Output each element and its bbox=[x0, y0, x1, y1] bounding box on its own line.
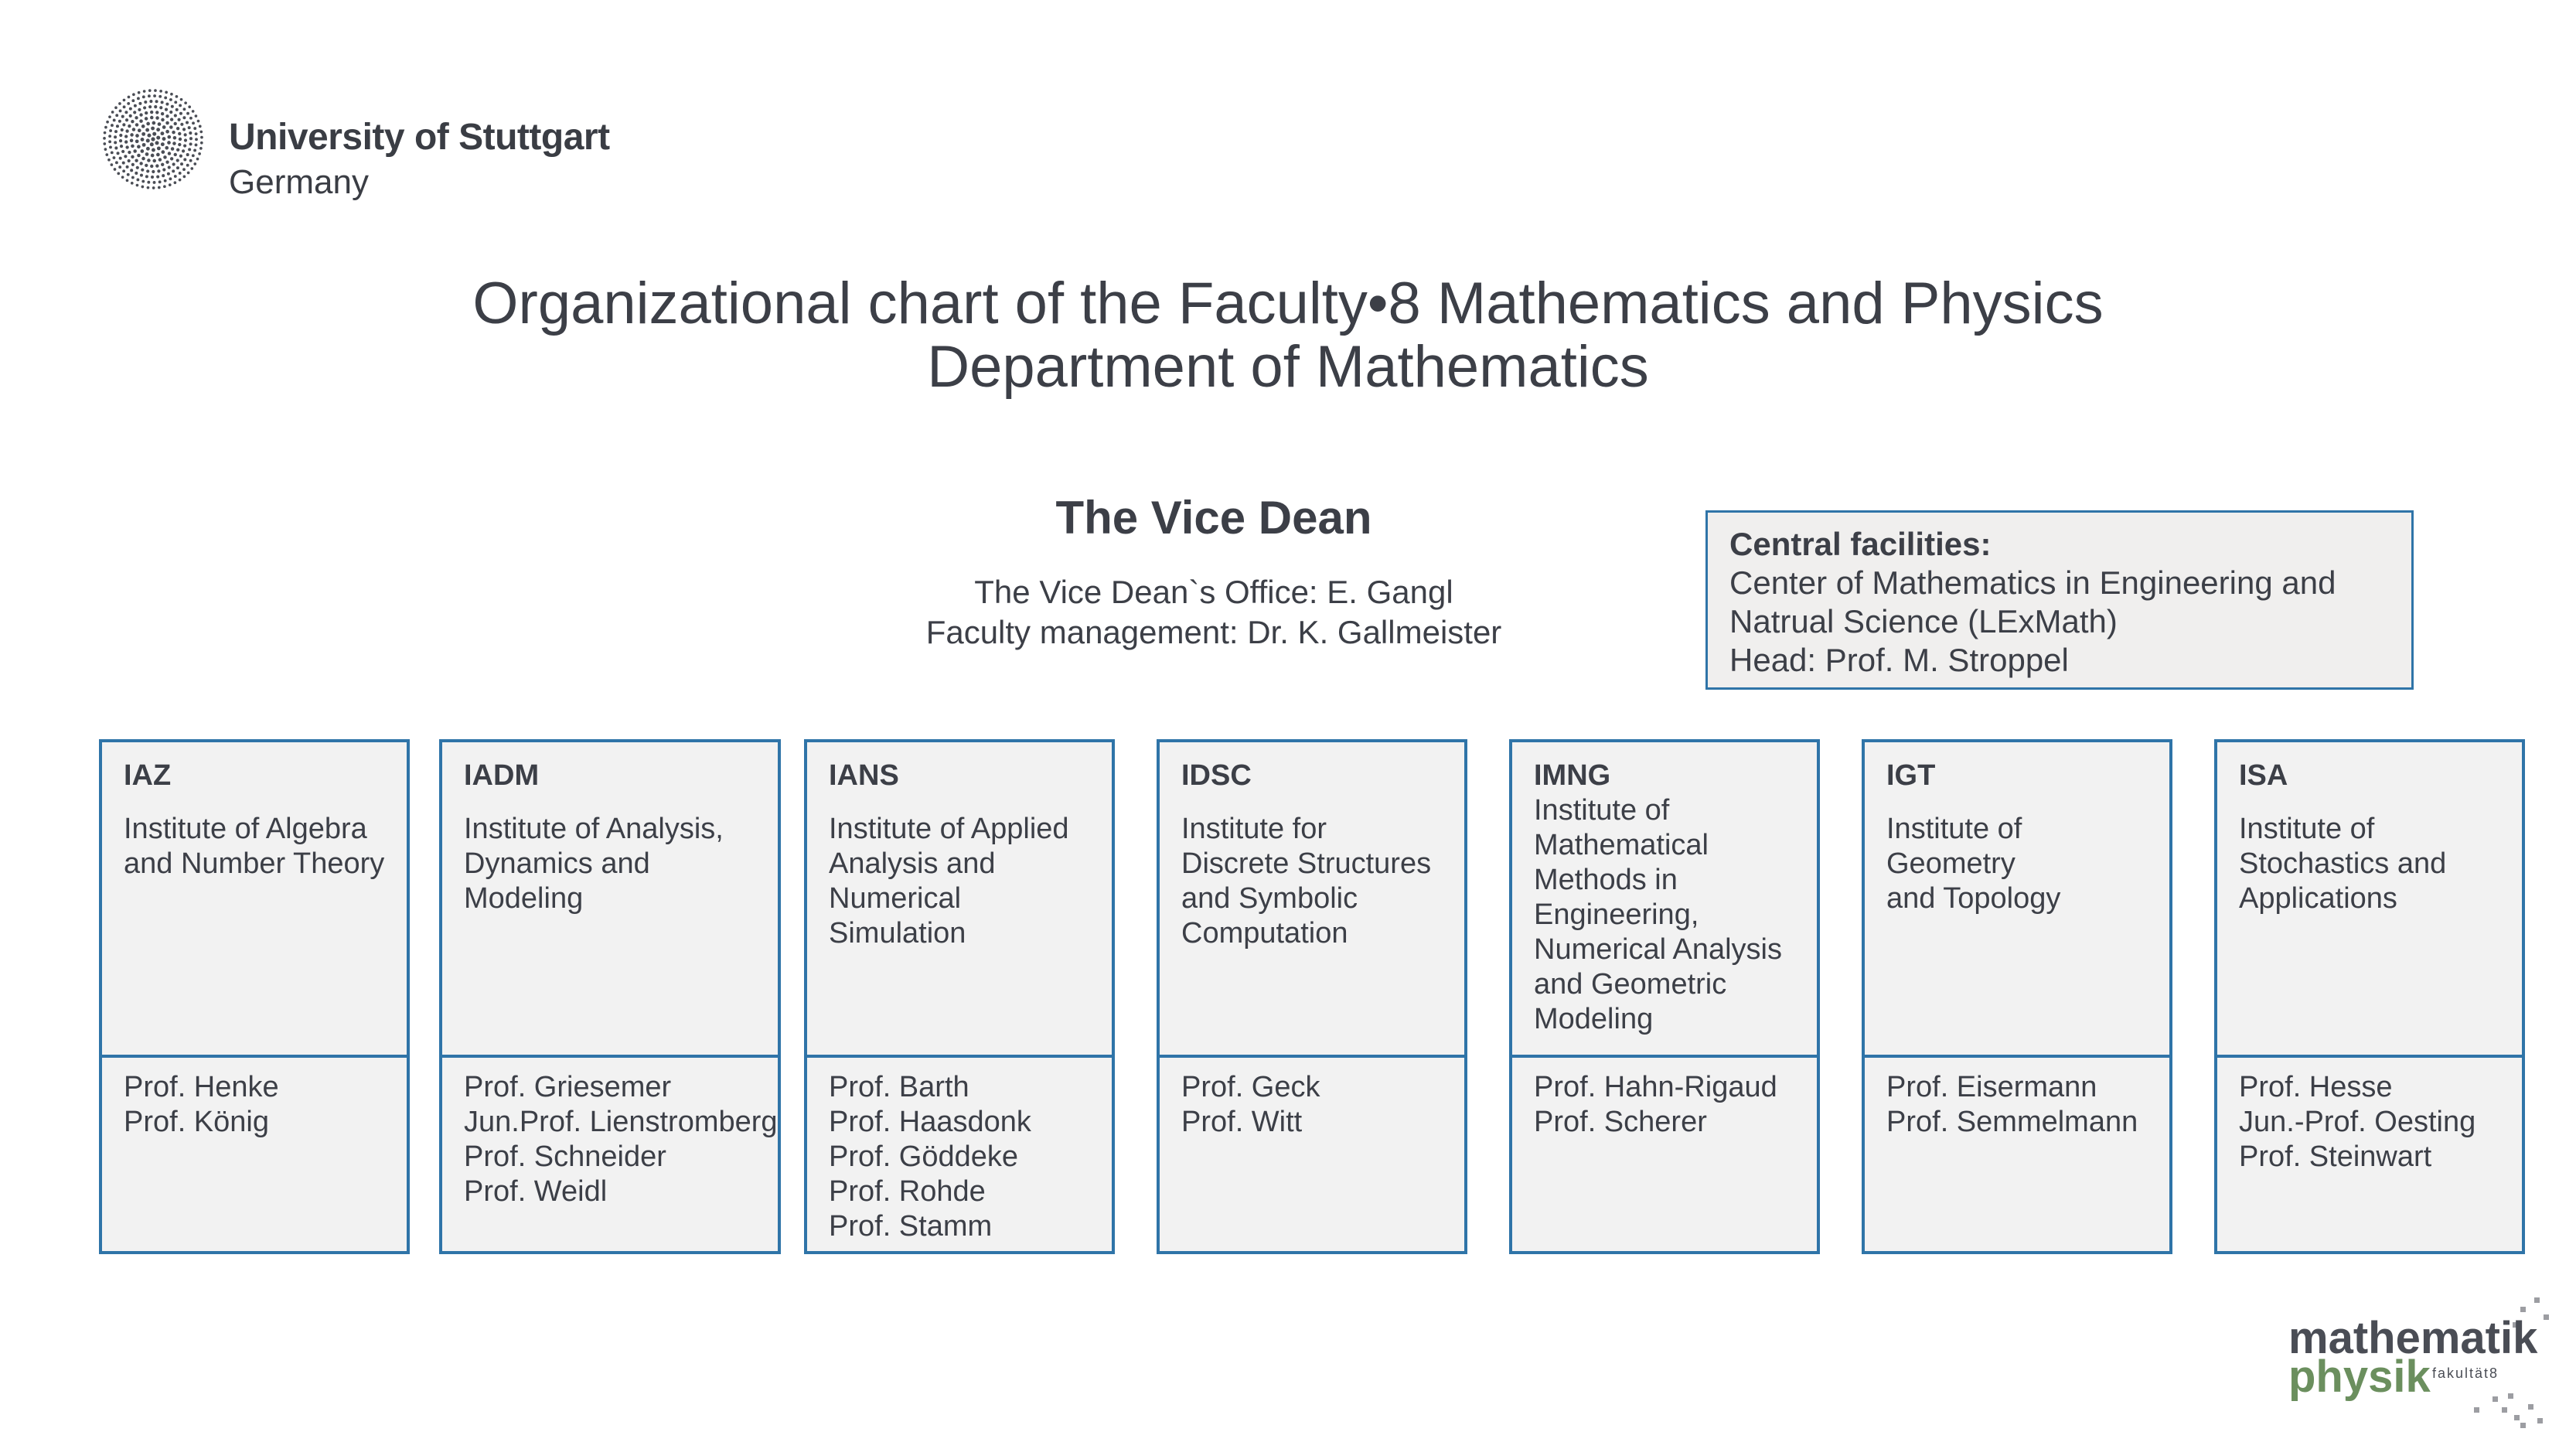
professor: Prof. Rohde bbox=[829, 1175, 986, 1208]
professor: Prof. Schneider bbox=[464, 1140, 666, 1173]
professor: Prof. Weidl bbox=[464, 1175, 608, 1208]
vice-dean-heading: The Vice Dean bbox=[1055, 492, 1372, 544]
professor: Prof. König bbox=[124, 1106, 269, 1138]
mathematik-physik-logo bbox=[2288, 1291, 2556, 1430]
professor: Prof. Eisermann bbox=[1886, 1071, 2097, 1103]
institute-box-igt bbox=[1862, 739, 2172, 1254]
institute-abbr: IANS bbox=[829, 759, 899, 792]
professor: Prof. Witt bbox=[1181, 1106, 1303, 1138]
institute-abbr: IAZ bbox=[124, 759, 172, 792]
institute-name: Institute of Algebra and Number Theory bbox=[124, 813, 385, 880]
vice-dean-block bbox=[773, 490, 1654, 653]
central-facilities-line: Head: Prof. M. Stroppel bbox=[1729, 642, 2069, 678]
professor: Prof. Griesemer bbox=[464, 1071, 672, 1103]
professor: Prof. Steinwart bbox=[2239, 1140, 2432, 1173]
central-facilities-heading: Central facilities: bbox=[1729, 526, 1992, 562]
professor: Prof. Scherer bbox=[1534, 1106, 1707, 1138]
university-seal-icon bbox=[97, 84, 209, 195]
institute-abbr: IDSC bbox=[1181, 759, 1252, 792]
university-name: University of Stuttgart bbox=[229, 117, 610, 158]
institute-abbr: IGT bbox=[1886, 759, 1936, 792]
institute-abbr: IADM bbox=[464, 759, 540, 792]
title-line-2: Department of Mathematics bbox=[927, 334, 1649, 400]
institute-box-iaz bbox=[99, 739, 410, 1254]
institute-name: Institute of Analysis, Dynamics and Modeling bbox=[464, 813, 724, 915]
university-country: Germany bbox=[229, 163, 369, 201]
professor: Prof. Stamm bbox=[829, 1210, 993, 1243]
page-title bbox=[0, 272, 2576, 399]
logo-word-faculty: fakultät8 bbox=[2432, 1365, 2499, 1381]
professor: Prof. Hesse bbox=[2239, 1071, 2393, 1103]
institute-name: Institute of Geometry and Topology bbox=[1886, 813, 2061, 915]
institute-name: Institute for Discrete Structures and Symbolic Computation bbox=[1181, 813, 1432, 950]
professor: Prof. Hahn-Rigaud bbox=[1534, 1071, 1777, 1103]
institute-abbr: ISA bbox=[2239, 759, 2288, 792]
institute-box-idsc bbox=[1157, 739, 1467, 1254]
central-facilities-box bbox=[1705, 510, 2414, 690]
university-wordmark bbox=[229, 114, 610, 204]
institute-box-iadm bbox=[439, 739, 781, 1254]
logo-word-physik: physik bbox=[2288, 1352, 2431, 1402]
central-facilities-line: Natrual Science (LExMath) bbox=[1729, 603, 2118, 639]
professor: Prof. Semmelmann bbox=[1886, 1106, 2138, 1138]
central-facilities-line: Center of Mathematics in Engineering and bbox=[1729, 564, 2336, 601]
professor: Prof. Haasdonk bbox=[829, 1106, 1031, 1138]
professor: Jun.Prof. Lienstromberg bbox=[464, 1106, 778, 1138]
institute-box-isa bbox=[2214, 739, 2525, 1254]
title-line-1: Organizational chart of the Faculty•8 Mathematics and Physics bbox=[472, 271, 2104, 336]
institute-name: Institute of Mathematical Methods in Engineering, Numerical Analysis and Geometric Modeling bbox=[1534, 794, 1782, 1035]
institute-name: Institute of Stochastics and Applications bbox=[2239, 813, 2447, 915]
professor: Prof. Barth bbox=[829, 1071, 969, 1103]
professor: Prof. Geck bbox=[1181, 1071, 1320, 1103]
faculty-management: Faculty management: Dr. K. Gallmeister bbox=[925, 614, 1502, 650]
logo-word-mathematik: mathematik bbox=[2288, 1313, 2538, 1363]
institute-box-imng bbox=[1509, 739, 1820, 1254]
professor: Jun.-Prof. Oesting bbox=[2239, 1106, 2476, 1138]
institute-box-ians bbox=[804, 739, 1115, 1254]
professor: Prof. Henke bbox=[124, 1071, 279, 1103]
professor: Prof. Göddeke bbox=[829, 1140, 1019, 1173]
institute-abbr: IMNG bbox=[1534, 759, 1611, 792]
institute-name: Institute of Applied Analysis and Numerical Simulation bbox=[829, 813, 1069, 950]
vice-dean-office: The Vice Dean`s Office: E. Gangl bbox=[974, 574, 1453, 610]
